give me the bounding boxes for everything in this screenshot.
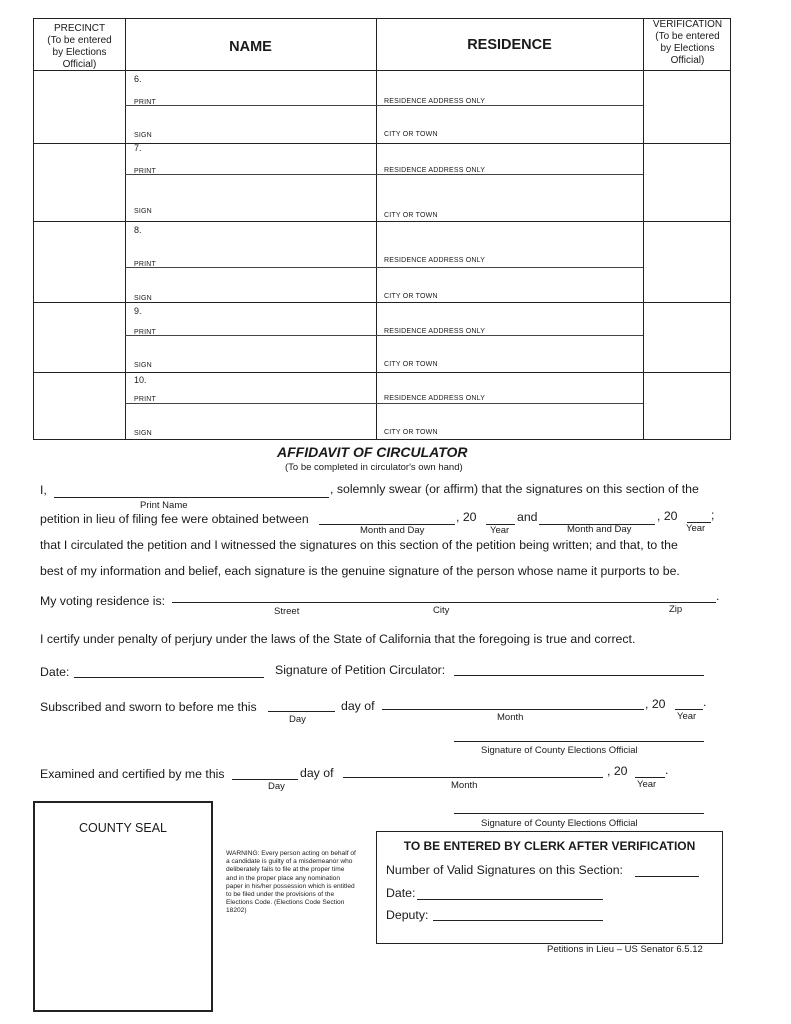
county-official-signature-field[interactable] [454, 813, 704, 814]
city-label: CITY OR TOWN [384, 131, 438, 138]
print-label: PRINT [134, 168, 156, 175]
deputy-label: Deputy: [386, 908, 429, 922]
twenty-prefix: , 20 [607, 764, 628, 778]
period: . [716, 589, 720, 603]
print-name-field[interactable] [54, 497, 329, 498]
twenty-prefix: , 20 [657, 509, 678, 523]
period: . [703, 695, 707, 709]
sign-label: SIGN [134, 132, 152, 139]
residence-header: RESIDENCE [467, 37, 552, 53]
twenty-prefix: , 20 [456, 510, 477, 524]
examined-month-field[interactable] [343, 777, 603, 778]
residence-address-label: RESIDENCE ADDRESS ONLY [384, 395, 486, 402]
period: . [665, 763, 669, 777]
city-label: CITY OR TOWN [384, 293, 438, 300]
day-caption: Day [268, 781, 285, 792]
residence-address-label: RESIDENCE ADDRESS ONLY [384, 167, 486, 174]
print-label: PRINT [134, 329, 156, 336]
row-number: 9. [134, 306, 142, 316]
voting-residence-field[interactable] [172, 602, 716, 603]
county-official-signature-caption: Signature of County Elections Official [481, 745, 638, 756]
certify-statement: I certify under penalty of perjury under the laws of the State of California that the foregoing is true and correct. [40, 632, 636, 646]
print-label: PRINT [134, 261, 156, 268]
year-caption: Year [686, 523, 706, 534]
row-midline [125, 335, 643, 336]
date-label: Date: [40, 665, 70, 679]
month-day-caption: Month and Day [567, 524, 632, 535]
clerk-date-label: Date: [386, 886, 416, 900]
row-midline [125, 403, 643, 404]
sign-label: SIGN [134, 208, 152, 215]
zip-caption: Zip [669, 604, 683, 615]
column-divider [643, 19, 644, 439]
circulator-signature-label: Signature of Petition Circulator: [275, 663, 446, 677]
deputy-field[interactable] [433, 920, 603, 921]
affidavit-subtitle: (To be completed in circulator's own hand) [285, 462, 463, 473]
and-text: and [517, 510, 538, 524]
county-seal-label: COUNTY SEAL [79, 821, 167, 835]
day-caption: Day [289, 714, 306, 725]
month-day-caption: Month and Day [360, 525, 425, 536]
city-label: CITY OR TOWN [384, 212, 438, 219]
examined-day-field[interactable] [232, 779, 298, 780]
row-midline [125, 267, 643, 268]
print-label: PRINT [134, 396, 156, 403]
column-divider [376, 19, 377, 439]
circulator-signature-field[interactable] [454, 675, 704, 676]
year-caption: Year [677, 711, 697, 722]
affidavit-line1: , solemnly swear (or affirm) that the signatures on this section of the [330, 482, 699, 496]
footer-form-id: Petitions in Lieu – US Senator 6.5.12 [547, 944, 703, 955]
residence-address-label: RESIDENCE ADDRESS ONLY [384, 98, 486, 105]
city-label: CITY OR TOWN [384, 429, 438, 436]
row-divider [34, 302, 730, 303]
sign-label: SIGN [134, 295, 152, 302]
month-caption: Month [497, 712, 524, 723]
subscribed-month-field[interactable] [382, 709, 644, 710]
row-number: 6. [134, 74, 142, 84]
county-official-signature-field[interactable] [454, 741, 704, 742]
subscribed-day-field[interactable] [268, 711, 335, 712]
verification-header: VERIFICATION (To be entered by Elections Official) [652, 19, 723, 66]
affidavit-i: I, [40, 483, 47, 497]
precinct-header: PRECINCT (To be entered by Elections Official) [47, 23, 112, 70]
clerk-date-field[interactable] [417, 899, 603, 900]
sign-label: SIGN [134, 362, 152, 369]
row-midline [125, 105, 643, 106]
row-number: 10. [134, 375, 147, 385]
semicolon: ; [711, 508, 715, 522]
affidavit-line4: best of my information and belief, each signature is the genuine signature of the person whose name it purports to be. [40, 564, 680, 578]
subscribed-label: Subscribed and sworn to before me this [40, 700, 257, 714]
clerk-verification-box [376, 831, 723, 944]
city-label: CITY OR TOWN [384, 361, 438, 368]
county-seal-box [33, 801, 213, 1012]
warning-text: WARNING: Every person acting on behalf of a candidate is guilty of a misdemeanor who deliberately fails to file at the proper time and in the proper place any nomination paper in his/her possession which is entitled to be filed under the provisions of the Elections Code. (Elections Code Section 18202) [226, 850, 356, 915]
day-of-text: day of [300, 766, 334, 780]
residence-address-label: RESIDENCE ADDRESS ONLY [384, 328, 486, 335]
day-of-text: day of [341, 699, 375, 713]
row-divider [34, 372, 730, 373]
date-field[interactable] [74, 677, 264, 678]
twenty-prefix: , 20 [645, 697, 666, 711]
month-caption: Month [451, 780, 478, 791]
valid-signatures-field[interactable] [635, 876, 699, 877]
header-divider [34, 70, 730, 71]
affidavit-line2: petition in lieu of filing fee were obtained between [40, 512, 309, 526]
name-header: NAME [229, 39, 272, 55]
voting-residence-label: My voting residence is: [40, 594, 166, 608]
affidavit-line3: that I circulated the petition and I witnessed the signatures on this section of the petition being written; and that, to the [40, 538, 678, 552]
signature-table [33, 18, 731, 440]
print-label: PRINT [134, 99, 156, 106]
sign-label: SIGN [134, 430, 152, 437]
year-caption: Year [637, 779, 657, 790]
row-midline [125, 174, 643, 175]
clerk-box-title: TO BE ENTERED BY CLERK AFTER VERIFICATION [403, 839, 696, 853]
valid-signatures-label: Number of Valid Signatures on this Section: [386, 863, 623, 877]
column-divider [125, 19, 126, 439]
residence-address-label: RESIDENCE ADDRESS ONLY [384, 257, 486, 264]
print-name-caption: Print Name [140, 500, 188, 511]
row-number: 8. [134, 225, 142, 235]
year-caption: Year [490, 525, 510, 536]
city-caption: City [433, 605, 450, 616]
affidavit-title: AFFIDAVIT OF CIRCULATOR [277, 444, 468, 460]
subscribed-year-field[interactable] [675, 709, 703, 710]
examined-label: Examined and certified by me this [40, 767, 225, 781]
examined-year-field[interactable] [635, 777, 665, 778]
row-divider [34, 221, 730, 222]
street-caption: Street [274, 606, 300, 617]
row-number: 7. [134, 143, 142, 153]
county-official-signature-caption: Signature of County Elections Official [481, 818, 638, 829]
